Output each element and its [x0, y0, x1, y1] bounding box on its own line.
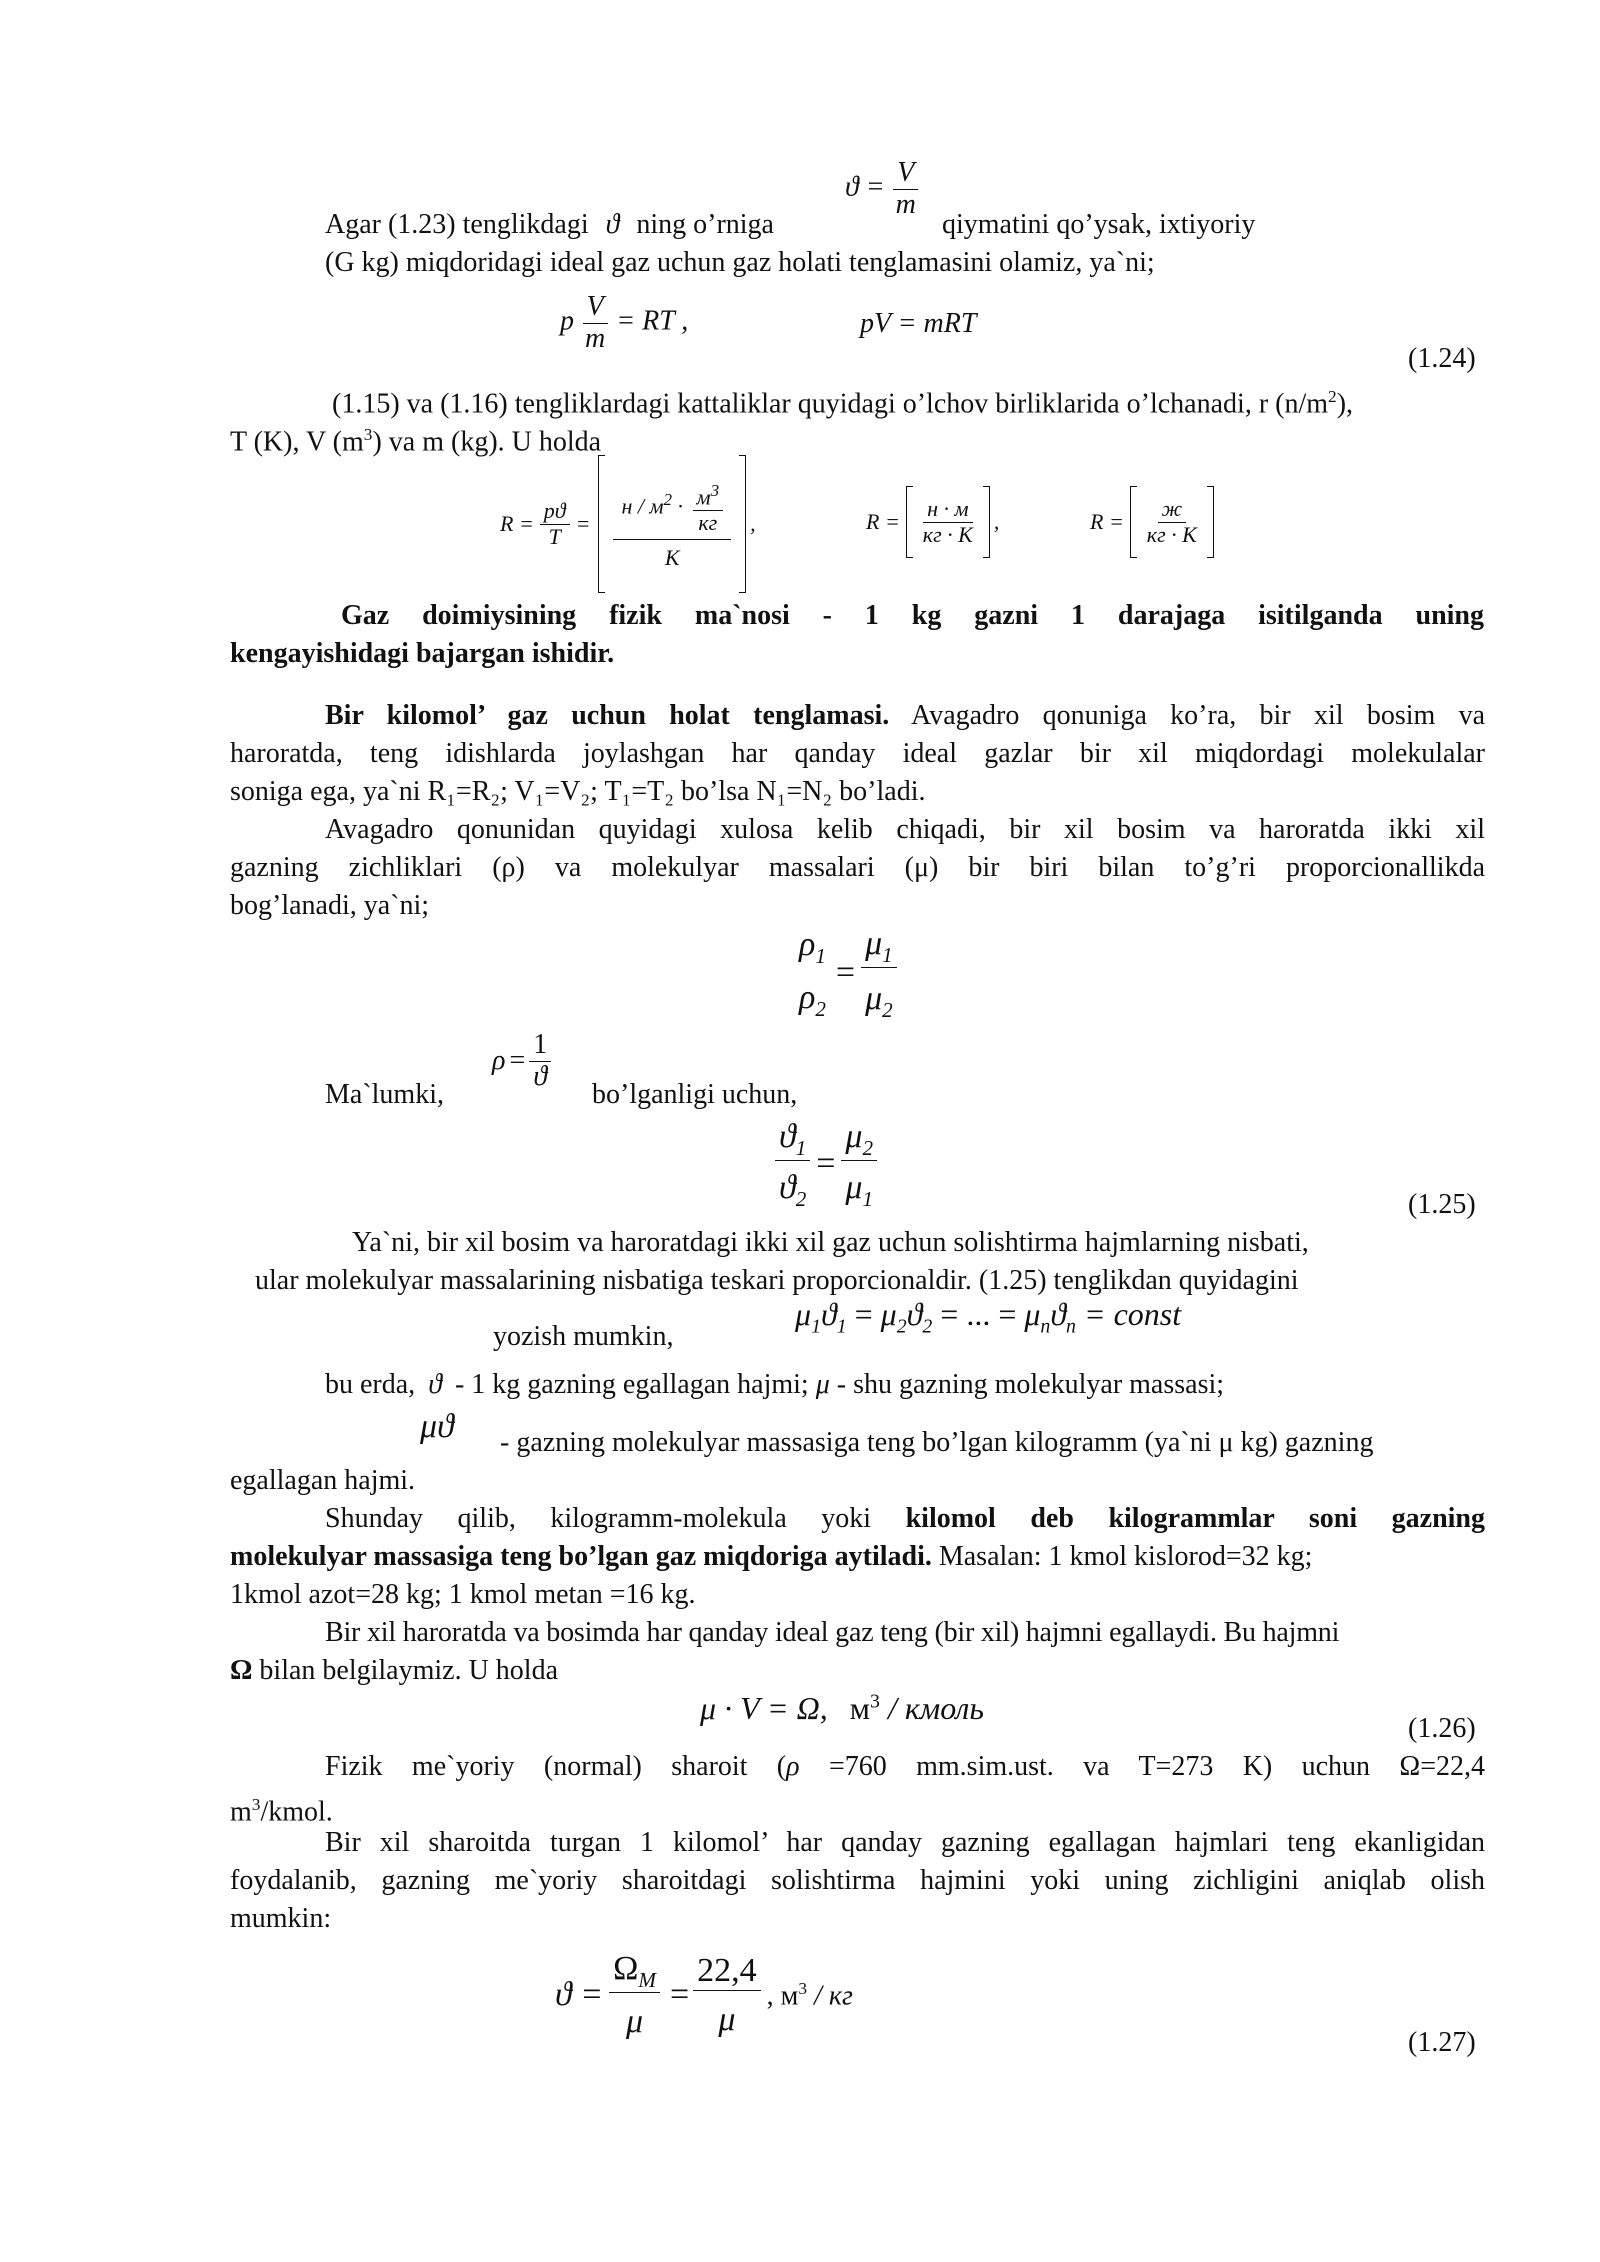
- gas-constant-units-1: R = $\frac{pϑ}{T}$ = н / $м^2$ · $\frac{м^3}{кг}$ K ,: [500, 455, 756, 593]
- paragraph-7-line-3: egallagan hajmi.: [230, 1465, 416, 1496]
- paragraph-6-line-1: Ya`ni, bir xil bosim va haroratdagi ikki xil gaz uchun solishtirma hajmlarning nisbati,: [352, 1227, 1309, 1258]
- rho-definition-inline: ρ = $\frac{1}{ϑ}$: [492, 1030, 551, 1093]
- paragraph-2-line-2: T (K), V $(m^3)$ va m (kg). U holda: [230, 425, 602, 458]
- paragraph-8-line-2: molekulyar massasiga teng bo’lgan gaz miqdoriga aytiladi. Masalan: 1 kmol kislorod=32 kg;: [230, 1541, 1313, 1572]
- equation-1-26: μ · V = Ω, $м^3$ / кмоль: [700, 1690, 984, 1726]
- paragraph-2-line-1: (1.15) va (1.16) tengliklardagi kattaliklar quyidagi o’lchov birliklarida o’lchanadi, r $(n/m^2)$,: [332, 387, 1354, 420]
- paragraph-4-line-2: gazning zichliklari (ρ) va molekulyar massalari (μ) bir biri bilan to’g’ri proporcionallikda: [230, 852, 1485, 883]
- equation-1-24-left: p $\frac{V}{m}$ = RT ,: [560, 291, 689, 354]
- paragraph-5-end: bo’lganligi uchun,: [592, 1079, 798, 1110]
- bold-definition-line-1: Gaz doimiysining fizik ma`nosi - 1 kg gazni 1 darajaga isitilganda uning: [341, 600, 1484, 631]
- mu-theta-symbol: μϑ: [420, 1408, 454, 1445]
- equation-number-1-25: (1.25): [1408, 1189, 1476, 1220]
- paragraph-4-line-3: bog’lanadi, ya`ni;: [230, 890, 430, 921]
- paragraph-3-line-3: soniga ega, ya`ni R₁=R₂; V₁=V₂; T₁=T₂ bo’lsa N₁=N₂ bo’ladi.: [230, 776, 926, 807]
- paragraph-11-line-2: foydalanib, gazning me`yoriy sharoitdagi solishtirma hajmini yoki uning zichligini aniqlab olish: [230, 1865, 1485, 1896]
- gas-constant-units-3: R = $\frac{ж}{кг \cdot K}$: [1090, 486, 1214, 558]
- theta-symbol: ϑ: [605, 209, 620, 240]
- paragraph-7-line-2: - gazning molekulyar massasiga teng bo’lgan kilogramm (ya`ni μ kg) gazning: [500, 1427, 1374, 1458]
- density-mass-ratio-equation: $\rho_1$ $\rho_2$ = $\frac{\mu_1}{\mu_2}$: [795, 925, 897, 1022]
- paragraph-6-line-3: yozish mumkin,: [493, 1321, 674, 1352]
- paragraph-6-line-2: ular molekulyar massalarining nisbatiga teskari proporcionaldir. (1.25) tenglikdan quyidagini: [255, 1265, 1299, 1296]
- paragraph-1-line-2: (G kg) miqdoridagi ideal gaz uchun gaz holati tenglamasini olamiz, ya`ni;: [325, 247, 1155, 278]
- paragraph-11-line-3: mumkin:: [230, 1903, 332, 1934]
- fraction-numerator: V: [893, 158, 918, 190]
- paragraph-4-line-1: Avagadro qonunidan quyidagi xulosa kelib chiqadi, bir xil bosim va haroratda ikki xil: [325, 814, 1485, 845]
- paragraph-3-line-1: Bir kilomol’ gaz uchun holat tenglamasi. Avagadro qonuniga ko’ra, bir xil bosim va: [325, 700, 1486, 731]
- paragraph-8-line-3: 1kmol azot=28 kg; 1 kmol metan =16 kg.: [230, 1579, 696, 1610]
- paragraph-9-line-1: Bir xil haroratda va bosimda har qanday ideal gaz teng (bir xil) hajmni egallaydi. Bu hajmni: [325, 1617, 1340, 1648]
- gas-constant-units-2: R = $\frac{н \cdot м}{кг \cdot K}$ ,: [866, 486, 999, 558]
- equation-1-25: $\frac{ϑ_1}{ϑ_2}$ = $\frac{\mu_2}{\mu_1}$: [775, 1118, 877, 1211]
- equation-number-1-26: (1.26): [1408, 1713, 1476, 1744]
- paragraph-11-line-1: Bir xil sharoitda turgan 1 kilomol’ har qanday gazning egallagan hajmlari teng ekanligidan: [325, 1827, 1485, 1858]
- equation-number-1-27: (1.27): [1408, 2027, 1476, 2058]
- theta-fraction-inline: ϑ = $\frac{V}{m}$: [845, 158, 920, 221]
- product-constant-equation: $\mu_1ϑ_1 = \mu_2ϑ_2$ = ... = $\mu_nϑ_n$ = const: [795, 1296, 1182, 1338]
- bold-definition-line-2: kengayishidagi bajargan ishidir.: [230, 638, 615, 669]
- equation-number-1-24: (1.24): [1408, 343, 1476, 374]
- paragraph-10-line-1: Fizik me`yoriy (normal) sharoit (ρ =760 mm.sim.ust. va T=273 K) uchun Ω=22,4: [325, 1751, 1485, 1782]
- paragraph-7-line-1: bu erda, ϑ - 1 kg gazning egallagan hajmi; μ - shu gazning molekulyar massasi;: [325, 1369, 1225, 1400]
- paragraph-8-line-1: Shunday qilib, kilogramm-molekula yoki kilomol deb kilogrammlar soni gazning: [325, 1503, 1485, 1534]
- paragraph-1-line-1-end: qiymatini qo’ysak, ixtiyoriy: [942, 209, 1256, 240]
- equation-1-27: ϑ = $\frac{\Omega_M}{\mu}$ = $\frac{22,4}{\mu}$ , $м^3$ / кг: [555, 1950, 853, 2040]
- paragraph-1-line-1: Agar (1.23) tenglikdagi ϑ ning o’rniga: [325, 209, 774, 240]
- paragraph-10-line-2: $m^3$/kmol.: [230, 1795, 333, 1828]
- fraction-denominator: m: [895, 188, 916, 220]
- paragraph-5-start: Ma`lumki,: [325, 1079, 444, 1110]
- equation-1-24-right: pV = mRT: [860, 308, 977, 339]
- paragraph-9-line-2: Ω bilan belgilaymiz. U holda: [230, 1655, 559, 1686]
- paragraph-3-line-2: haroratda, teng idishlarda joylashgan har qanday ideal gazlar bir xil miqdordagi molekulalar: [230, 738, 1485, 769]
